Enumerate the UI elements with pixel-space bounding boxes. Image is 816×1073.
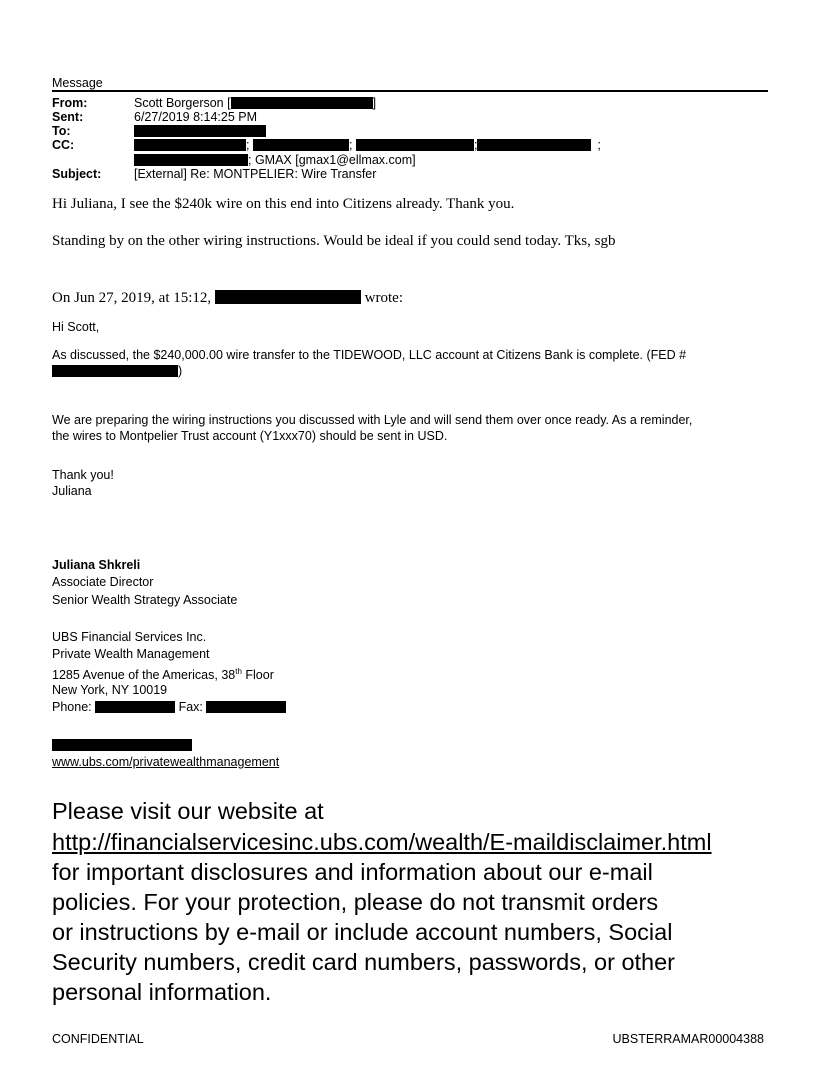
signature-phone-fax <box>52 700 286 714</box>
subject-label: Subject: <box>52 167 102 181</box>
disclaimer-link[interactable]: http://financialservicesinc.ubs.com/wealth/E-maildisclaimer.html <box>52 829 712 855</box>
sent-value: 6/27/2019 8:14:25 PM <box>134 110 258 124</box>
from-value <box>134 96 376 110</box>
thanks: Thank you! <box>52 468 114 482</box>
signature-email <box>52 738 192 752</box>
signature-title-1: Associate Director <box>52 575 154 589</box>
signature-title-2: Senior Wealth Strategy Associate <box>52 593 238 607</box>
footer-bates-number: UBSTERRAMAR00004388 <box>612 1032 764 1046</box>
redaction <box>134 125 266 137</box>
website-link[interactable]: www.ubs.com/privatewealthmanagement <box>52 755 280 769</box>
redaction <box>95 701 175 713</box>
signature-address <box>52 665 274 682</box>
fax-label: Fax: <box>178 700 203 714</box>
reply-line-1: Hi Juliana, I see the $240k wire on this end into Citizens already. Thank you. <box>52 196 515 212</box>
cc-gmax: ; GMAX [gmax1@ellmax.com] <box>248 153 416 167</box>
signature-city: New York, NY 10019 <box>52 683 168 697</box>
signature-dept: Private Wealth Management <box>52 647 210 661</box>
message-title: Message <box>52 76 103 90</box>
paragraph-1a: As discussed, the $240,000.00 wire transfer to the TIDEWOOD, LLC account at Citizens Bank is complete. (FED # <box>52 348 687 362</box>
redaction <box>206 701 286 713</box>
signature-company: UBS Financial Services Inc. <box>52 630 207 644</box>
footer-confidential: CONFIDENTIAL <box>52 1032 144 1046</box>
sep: ; <box>473 138 478 152</box>
from-name: Scott Borgerson [ <box>134 96 231 110</box>
to-label: To: <box>52 124 71 138</box>
disclaimer-link-wrap <box>52 827 712 857</box>
subject-value: [External] Re: MONTPELIER: Wire Transfer <box>134 167 377 181</box>
phone-label: Phone: <box>52 700 92 714</box>
disclaimer-line-1: Please visit our website at <box>52 798 324 824</box>
quote-header <box>52 290 403 307</box>
sep: ; <box>348 138 353 152</box>
reply-line-2: Standing by on the other wiring instructions. Would be ideal if you could send today. Tks, sgb <box>52 233 616 249</box>
signature-name: Juliana Shkreli <box>52 558 141 572</box>
quote-date: On Jun 27, 2019, at 15:12, <box>52 290 212 306</box>
floor: Floor <box>241 668 274 683</box>
address: 1285 Avenue of the Americas, 38 <box>52 668 236 683</box>
redaction <box>253 139 349 151</box>
redaction <box>231 97 373 109</box>
from-end: ] <box>372 96 377 110</box>
quote-wrote: wrote: <box>364 290 403 306</box>
paragraph-2b: the wires to Montpelier Trust account (Y1xxx70) should be sent in USD. <box>52 429 448 443</box>
disclaimer-line-4: policies. For your protection, please do not transmit orders <box>52 889 659 915</box>
redaction <box>52 739 192 751</box>
paren: ) <box>178 364 183 378</box>
sent-label: Sent: <box>52 110 84 124</box>
redaction <box>134 139 246 151</box>
sender-first-name: Juliana <box>52 484 92 498</box>
disclaimer-line-5: or instructions by e-mail or include account numbers, Social <box>52 919 673 945</box>
redaction <box>477 139 591 151</box>
from-label: From: <box>52 96 88 110</box>
redaction <box>52 365 178 377</box>
sep: ; <box>246 138 250 152</box>
paragraph-2a: We are preparing the wiring instructions you discussed with Lyle and will send them over once ready. As a reminder, <box>52 413 693 427</box>
cc-label: CC: <box>52 138 75 152</box>
disclaimer-line-3: for important disclosures and information about our e-mail <box>52 859 653 885</box>
sep: ; <box>597 138 601 152</box>
to-value <box>134 124 266 138</box>
redaction <box>356 139 474 151</box>
disclaimer-line-7: personal information. <box>52 979 272 1005</box>
divider <box>52 90 768 92</box>
disclaimer-line-6: Security numbers, credit card numbers, passwords, or other <box>52 949 676 975</box>
redaction <box>134 154 248 166</box>
paragraph-1b <box>52 364 182 378</box>
redaction <box>215 290 361 304</box>
cc-value <box>134 138 601 152</box>
website-link-wrap <box>52 755 279 769</box>
cc-value-2 <box>134 153 416 167</box>
greeting: Hi Scott, <box>52 320 100 334</box>
sup: th <box>235 667 242 676</box>
